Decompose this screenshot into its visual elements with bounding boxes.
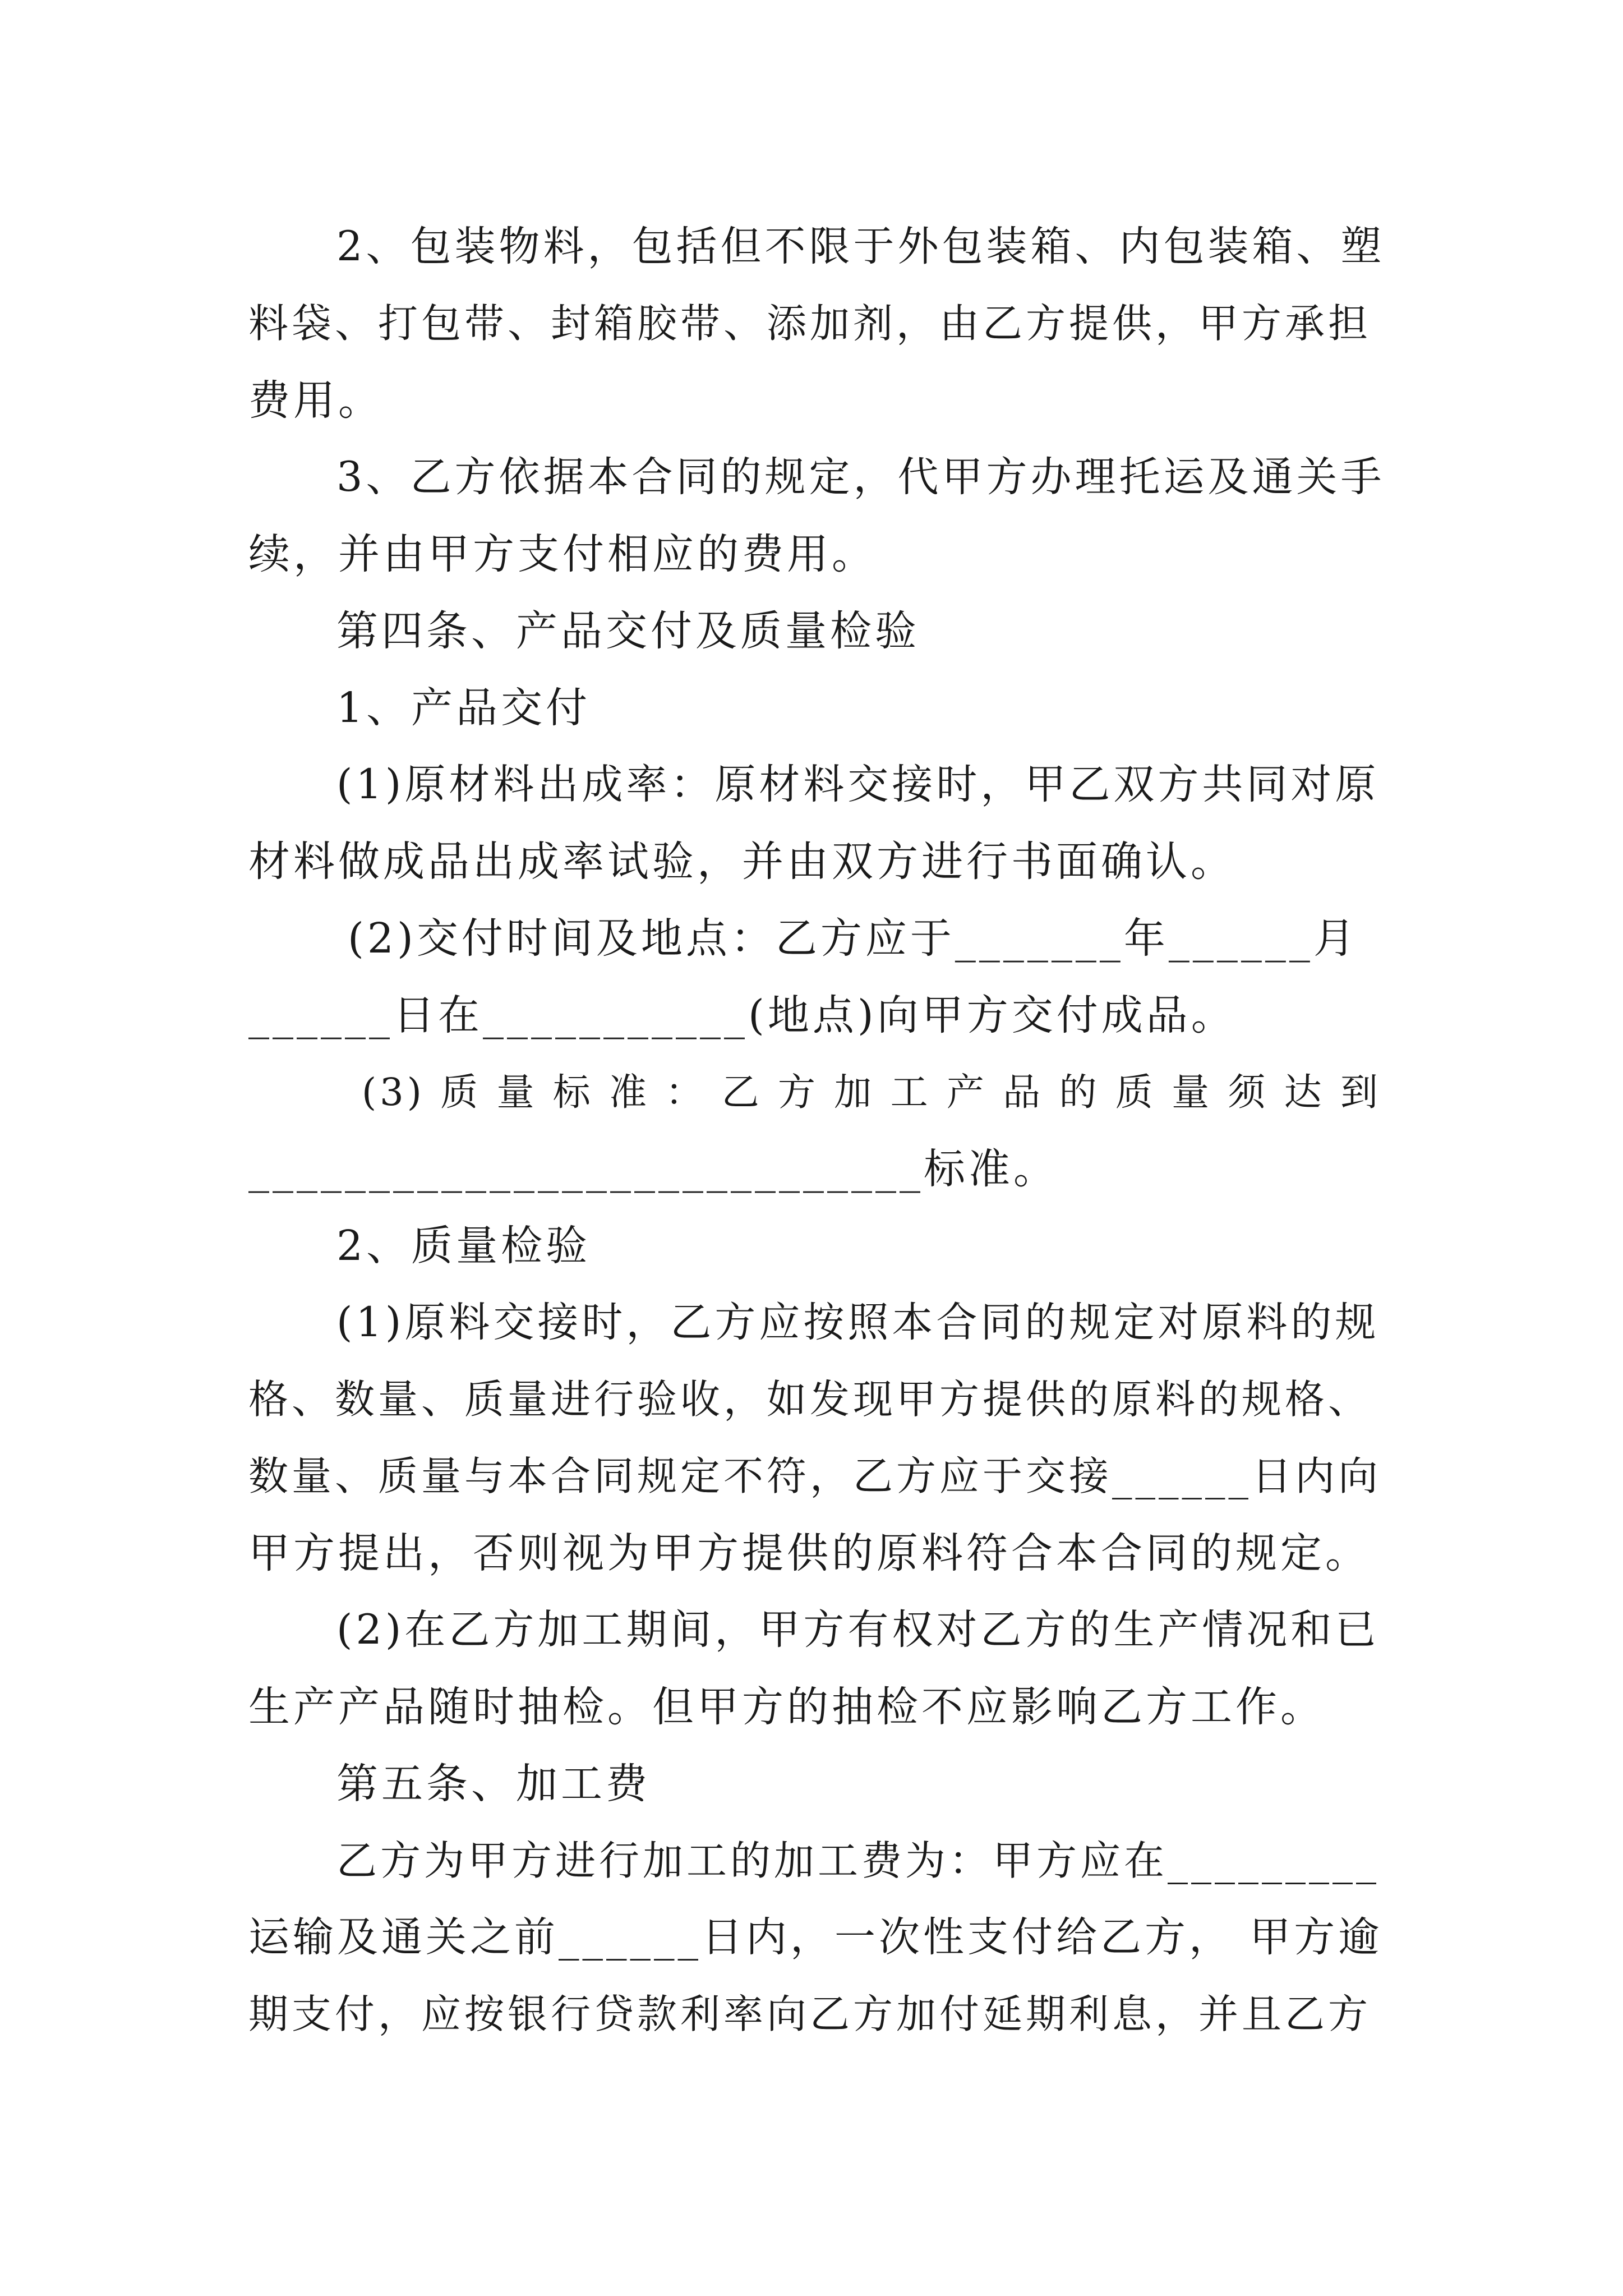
paragraph-line: 生产产品随时抽检。但甲方的抽检不应影响乙方工作。 (248, 1683, 1325, 1731)
subsection-heading: 2、质量检验 (336, 1222, 591, 1270)
paragraph-line: 材料做成品出成率试验，并由双方进行书面确认。 (248, 838, 1235, 886)
subsection-heading: 1、产品交付 (336, 684, 591, 732)
paragraph-line: 费用。 (248, 376, 383, 425)
section-heading: 第五条、加工费 (336, 1760, 651, 1808)
paragraph-line: 续，并由甲方支付相应的费用。 (248, 530, 877, 578)
paragraph-line: 料袋、打包带、封箱胶带、添加剂，由乙方提供，甲方承担 (248, 300, 1372, 347)
paragraph-line: (2)交付时间及地点：乙方应于_______年______月 (348, 914, 1358, 963)
paragraph-line: (1)原材料出成率：原材料交接时，甲乙双方共同对原 (336, 761, 1380, 808)
paragraph-line: 2、包装物料，包括但不限于外包装箱、内包装箱、塑 (336, 223, 1385, 270)
paragraph-line: 期支付，应按银行贷款利率向乙方加付延期利息，并且乙方 (248, 1991, 1372, 2037)
paragraph-line: (1)原料交接时，乙方应按照本合同的规定对原料的规 (336, 1299, 1380, 1346)
paragraph-line: 运输及通关之前______日内，一次性支付给乙方， 甲方逾 (248, 1913, 1383, 1961)
section-heading: 第四条、产品交付及质量检验 (336, 607, 920, 655)
paragraph-line: ____________________________标准。 (248, 1145, 1058, 1193)
paragraph-line: 格、数量、质量进行验收，如发现甲方提供的原料的规格、 (248, 1376, 1372, 1423)
paragraph-line: ______日在___________(地点)向甲方交付成品。 (248, 991, 1236, 1039)
paragraph-line: 甲方提出，否则视为甲方提供的原料符合本合同的规定。 (248, 1529, 1370, 1577)
paragraph-line: (2)在乙方加工期间，甲方有权对乙方的生产情况和已 (336, 1606, 1380, 1654)
paragraph-line: (3) 质 量 标 准 ： 乙 方 加 工 产 品 的 质 量 须 达 到 (362, 1070, 1381, 1114)
paragraph-line: 3、乙方依据本合同的规定，代甲方办理托运及通关手 (336, 453, 1385, 501)
paragraph-line: 乙方为甲方进行加工的加工费为：甲方应在_________ (336, 1837, 1380, 1884)
paragraph-line: 数量、质量与本合同规定不符，乙方应于交接______日内向 (248, 1453, 1382, 1499)
